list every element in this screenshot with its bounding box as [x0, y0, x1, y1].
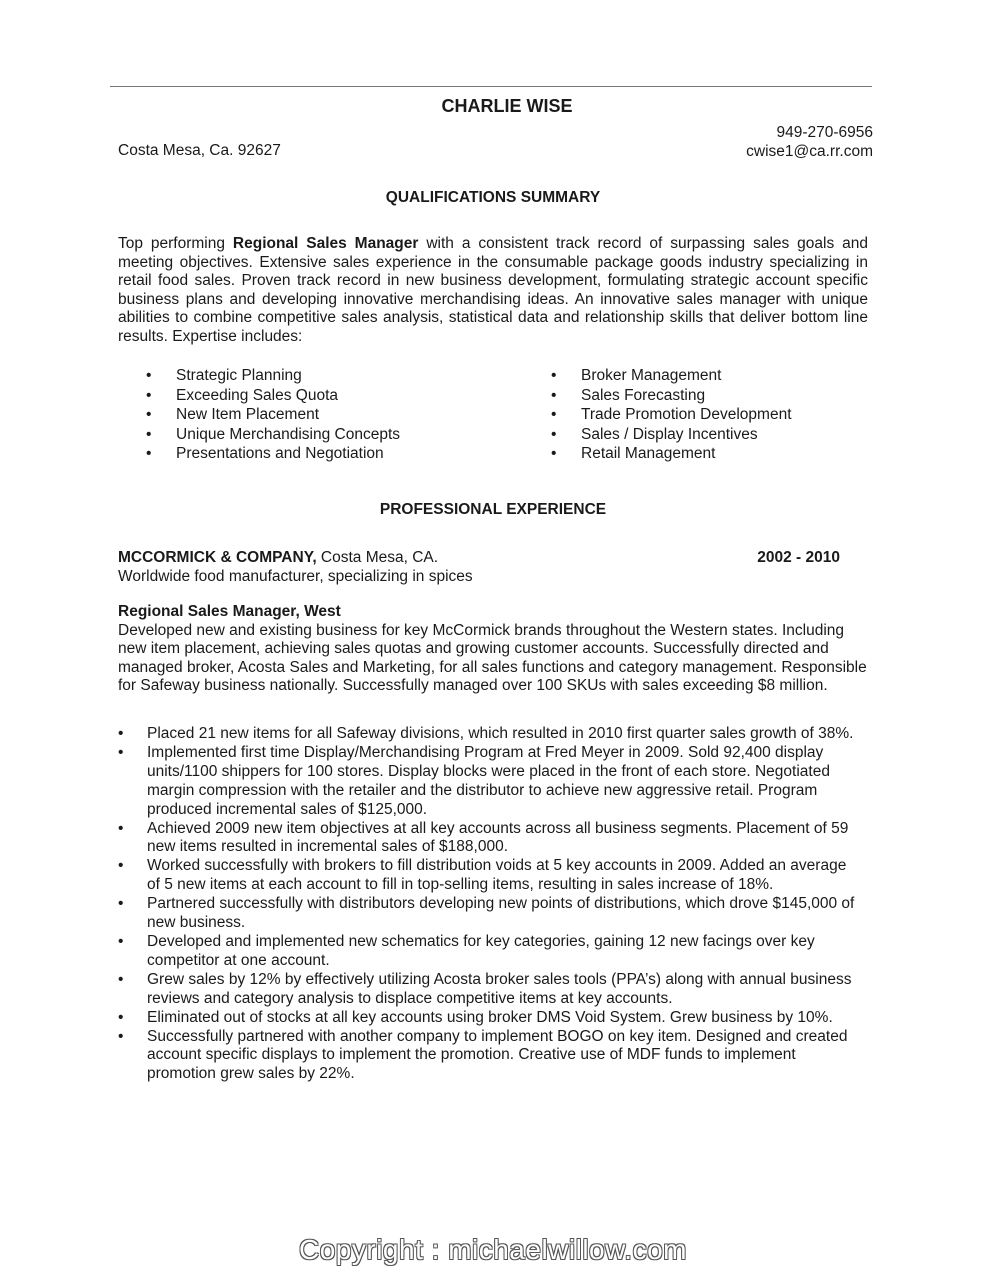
- contact-info: [746, 123, 873, 161]
- header-rule: [110, 86, 872, 87]
- skill-item: • New Item Placement: [146, 405, 400, 425]
- achievement-item: • Successfully partnered with another company to implement BOGO on key item. Designed and created account specific displays to implement the promotion. Creative use of MDF funds to implement promotion grew sales by 22%.: [118, 1028, 863, 1085]
- summary-body: with a consistent track record of surpassing sales goals and meeting objectives. Extensive sales experience in the consumable package goods industry specializing in retail food sales. Proven track record in new business development, formulating strategic account specific business plans and developing innovative merchandising ideas. An innovative sales manager with unique abilities to combine competitive sales analysis, statistical data and relationship skills that deliver bottom line results. Expertise includes:: [118, 235, 869, 345]
- summary-paragraph: [118, 235, 868, 347]
- skill-item: • Presentations and Negotiation: [146, 444, 400, 464]
- achievement-item: • Grew sales by 12% by effectively utilizing Acosta broker sales tools (PPA’s) along with annual business reviews and category analysis to displace competitive items at key accounts.: [118, 971, 863, 1009]
- address: Costa Mesa, Ca. 92627: [118, 142, 281, 159]
- achievement-item: • Placed 21 new items for all Safeway divisions, which resulted in 2010 first quarter sales growth of 38%.: [118, 725, 863, 744]
- phone: 949-270-6956: [776, 124, 873, 141]
- candidate-name: CHARLIE WISE: [441, 96, 573, 116]
- achievements-list: [118, 725, 863, 1084]
- skill-item: • Strategic Planning: [146, 366, 400, 386]
- skills-left-list: [146, 366, 400, 464]
- job-dates: 2002 - 2010: [757, 549, 840, 566]
- skill-item: • Trade Promotion Development: [551, 405, 792, 425]
- company-location: Costa Mesa, CA.: [316, 549, 439, 566]
- skill-item: • Sales Forecasting: [551, 386, 792, 406]
- skill-item: • Retail Management: [551, 444, 792, 464]
- achievement-item: • Implemented first time Display/Merchandising Program at Fred Meyer in 2009. Sold 92,400 display units/1100 shippers for 100 stores. Display blocks were placed in the front of each store. Negotiated margin compression with the retailer and the distributor to achieve new aggressive retail. Program produced incremental sales of $125,000.: [118, 744, 863, 820]
- skills-right-list: [551, 366, 792, 464]
- company-description: Worldwide food manufacturer, specializing in spices: [118, 568, 473, 585]
- role-description: Developed new and existing business for key McCormick brands throughout the Western states. Including new item placement, achieving sales quotas and growing customer accounts. Successfully directed and managed broker, Acosta Sales and Marketing, for all sales functions and category management. Responsible for Safeway business nationally. Successfully managed over 100 SKUs with sales exceeding $8 million.: [118, 621, 867, 695]
- achievement-item: • Partnered successfully with distributors developing new points of distributions, which drove $145,000 of new business.: [118, 895, 863, 933]
- achievement-item: • Achieved 2009 new item objectives at all key accounts across all business segments. Placement of 59 new items resulted in incremental sales of $188,000.: [118, 820, 863, 858]
- achievement-item: • Worked successfully with brokers to fill distribution voids at 5 key accounts in 2009. Added an average of 5 new items at each account to fill in top-selling items, resulting in sales increase of 18%.: [118, 857, 863, 895]
- company-line: [118, 548, 840, 567]
- achievement-item: • Developed and implemented new schematics for key categories, gaining 12 new facings over key competitor at one account.: [118, 933, 863, 971]
- email: cwise1@ca.rr.com: [746, 143, 873, 160]
- skill-item: • Unique Merchandising Concepts: [146, 425, 400, 445]
- skill-item: • Sales / Display Incentives: [551, 425, 792, 445]
- role-title: Regional Sales Manager, West: [118, 603, 341, 620]
- summary-highlight: Regional Sales Manager: [232, 235, 419, 252]
- company-name: MCCORMICK & COMPANY,: [118, 549, 317, 566]
- copyright-watermark: Copyright : michaelwillow.com: [299, 1234, 687, 1265]
- job-header: [118, 548, 840, 586]
- achievement-item: • Eliminated out of stocks at all key accounts using broker DMS Void System. Grew business by 10%.: [118, 1009, 863, 1028]
- experience-heading: PROFESSIONAL EXPERIENCE: [379, 501, 607, 518]
- role-block: [118, 603, 868, 696]
- summary-intro: Top performing: [118, 235, 233, 252]
- summary-heading: QUALIFICATIONS SUMMARY: [385, 189, 601, 206]
- skill-item: • Exceeding Sales Quota: [146, 386, 400, 406]
- skill-item: • Broker Management: [551, 366, 792, 386]
